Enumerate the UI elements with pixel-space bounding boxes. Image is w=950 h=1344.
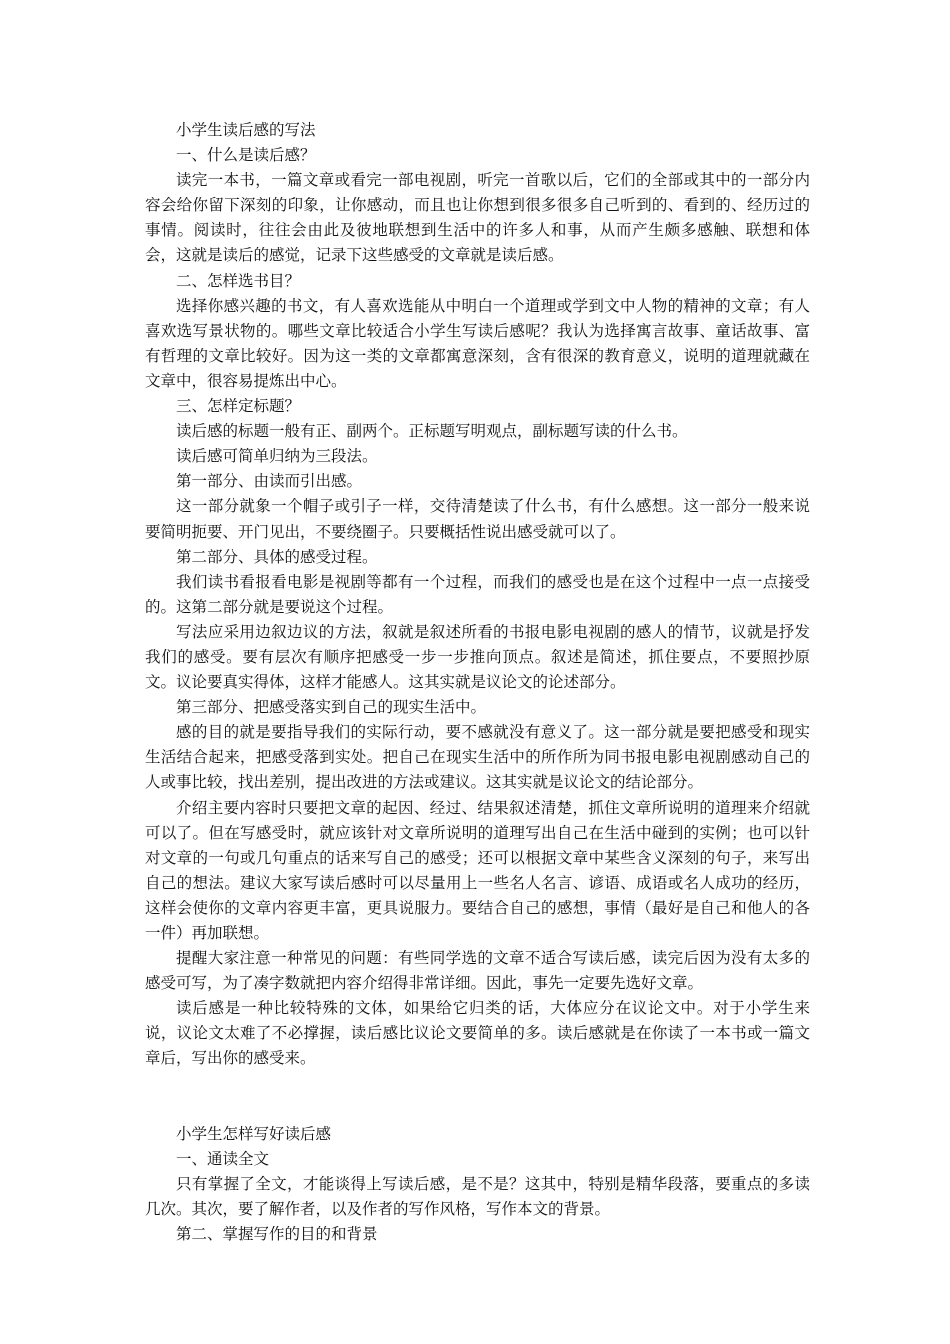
paragraph: 提醒大家注意一种常见的问题：有些同学选的文章不适合写读后感，读完后因为没有太多的感受可写，为了凑字数就把内容介绍得非常详细。因此，事先一定要先选好文章。: [145, 949, 810, 993]
section1-title: 小学生读后感的写法: [176, 121, 316, 139]
paragraph: 三、怎样定标题？: [176, 397, 301, 416]
paragraph: 我们读书看报看电影是视剧等都有一个过程，而我们的感受也是在这个过程中一点一点接受的。这第二部分就是要说这个过程。: [145, 572, 810, 616]
paragraph: 读后感可简单归纳为三段法。: [176, 447, 378, 466]
paragraph: 第一部分、由读而引出感。: [176, 472, 363, 491]
paragraph: 第二、掌握写作的目的和背景: [176, 1224, 378, 1243]
paragraph: 第二部分、具体的感受过程。: [176, 547, 378, 566]
paragraph: 介绍主要内容时只要把文章的起因、经过、结果叙述清楚，抓住文章所说明的道理来介绍就可以了。但在写感受时，就应该针对文章所说明的道理写出自己在生活中碰到的实例；也可以针对文章的一句或几句重点的话来写自己的感受；还可以根据文章中某些含义深刻的句子，来写出自己的想法。建议大家写读后感时可以尽量用上一些名人名言、谚语、成语或名人成功的经历，这样会使你的文章内容更丰富，更具说服力。要结合自己的感想，事情（最好是自己和他人的各一件）再加联想。: [145, 798, 810, 942]
paragraph: 读完一本书，一篇文章或看完一部电视剧，听完一首歌以后，它们的全部或其中的一部分内容会给你留下深刻的印象，让你感动，而且也让你想到很多很多自己听到的、看到的、经历过的事情。阅读时，往往会由此及彼地联想到生活中的许多人和事，从而产生颇多感触、联想和体会，这就是读后的感觉，记录下这些感受的文章就是读后感。: [145, 171, 810, 265]
paragraph: 第三部分、把感受落实到自己的现实生活中。: [176, 698, 487, 717]
paragraph: 只有掌握了全文，才能谈得上写读后感，是不是？这其中，特别是精华段落，要重点的多读几次。其次，要了解作者，以及作者的写作风格，写作本文的背景。: [145, 1174, 810, 1218]
paragraph: 读后感是一种比较特殊的文体，如果给它归类的话，大体应分在议论文中。对于小学生来说，议论文太难了不必撑握，读后感比议论文要简单的多。读后感就是在你读了一本书或一篇文章后，写出你的感受来。: [145, 999, 810, 1068]
paragraph: 这一部分就象一个帽子或引子一样，交待清楚读了什么书，有什么感想。这一部分一般来说要简明扼要、开门见出，不要绕圈子。只要概括性说出感受就可以了。: [145, 497, 810, 541]
paragraph: 感的目的就是要指导我们的实际行动，要不感就没有意义了。这一部分就是要把感受和现实生活结合起来，把感受落到实处。把自己在现实生活中的所作所为同书报电影电视剧感动自己的人或事比较，找出差别，提出改进的方法或建议。这其实就是议论文的结论部分。: [145, 723, 810, 792]
paragraph: 一、通读全文: [176, 1149, 270, 1168]
section-spacer: [145, 1072, 810, 1122]
paragraph: 二、怎样选书目？: [176, 271, 301, 290]
paragraph: 一、什么是读后感？: [176, 146, 316, 165]
paragraph: 选择你感兴趣的书文，有人喜欢选能从中明白一个道理或学到文中人物的精神的文章；有人喜欢选写景状物的。哪些文章比较适合小学生写读后感呢？我认为选择寓言故事、童话故事、富有哲理的文章比较好。因为这一类的文章都寓意深刻，含有很深的教育意义，说明的道理就藏在文章中，很容易提炼出中心。: [145, 296, 810, 390]
document-body: [145, 118, 810, 1247]
paragraph: 写法应采用边叙边议的方法，叙就是叙述所看的书报电影电视剧的感人的情节，议就是抒发我们的感受。要有层次有顺序把感受一步一步推向顶点。叙述是简述，抓住要点，不要照抄原文。议论要真实得体，这样才能感人。这其实就是议论文的论述部分。: [145, 622, 810, 692]
paragraph: 读后感的标题一般有正、副两个。正标题写明观点，副标题写读的什么书。: [176, 422, 688, 441]
section2-title: 小学生怎样写好读后感: [176, 1124, 332, 1143]
